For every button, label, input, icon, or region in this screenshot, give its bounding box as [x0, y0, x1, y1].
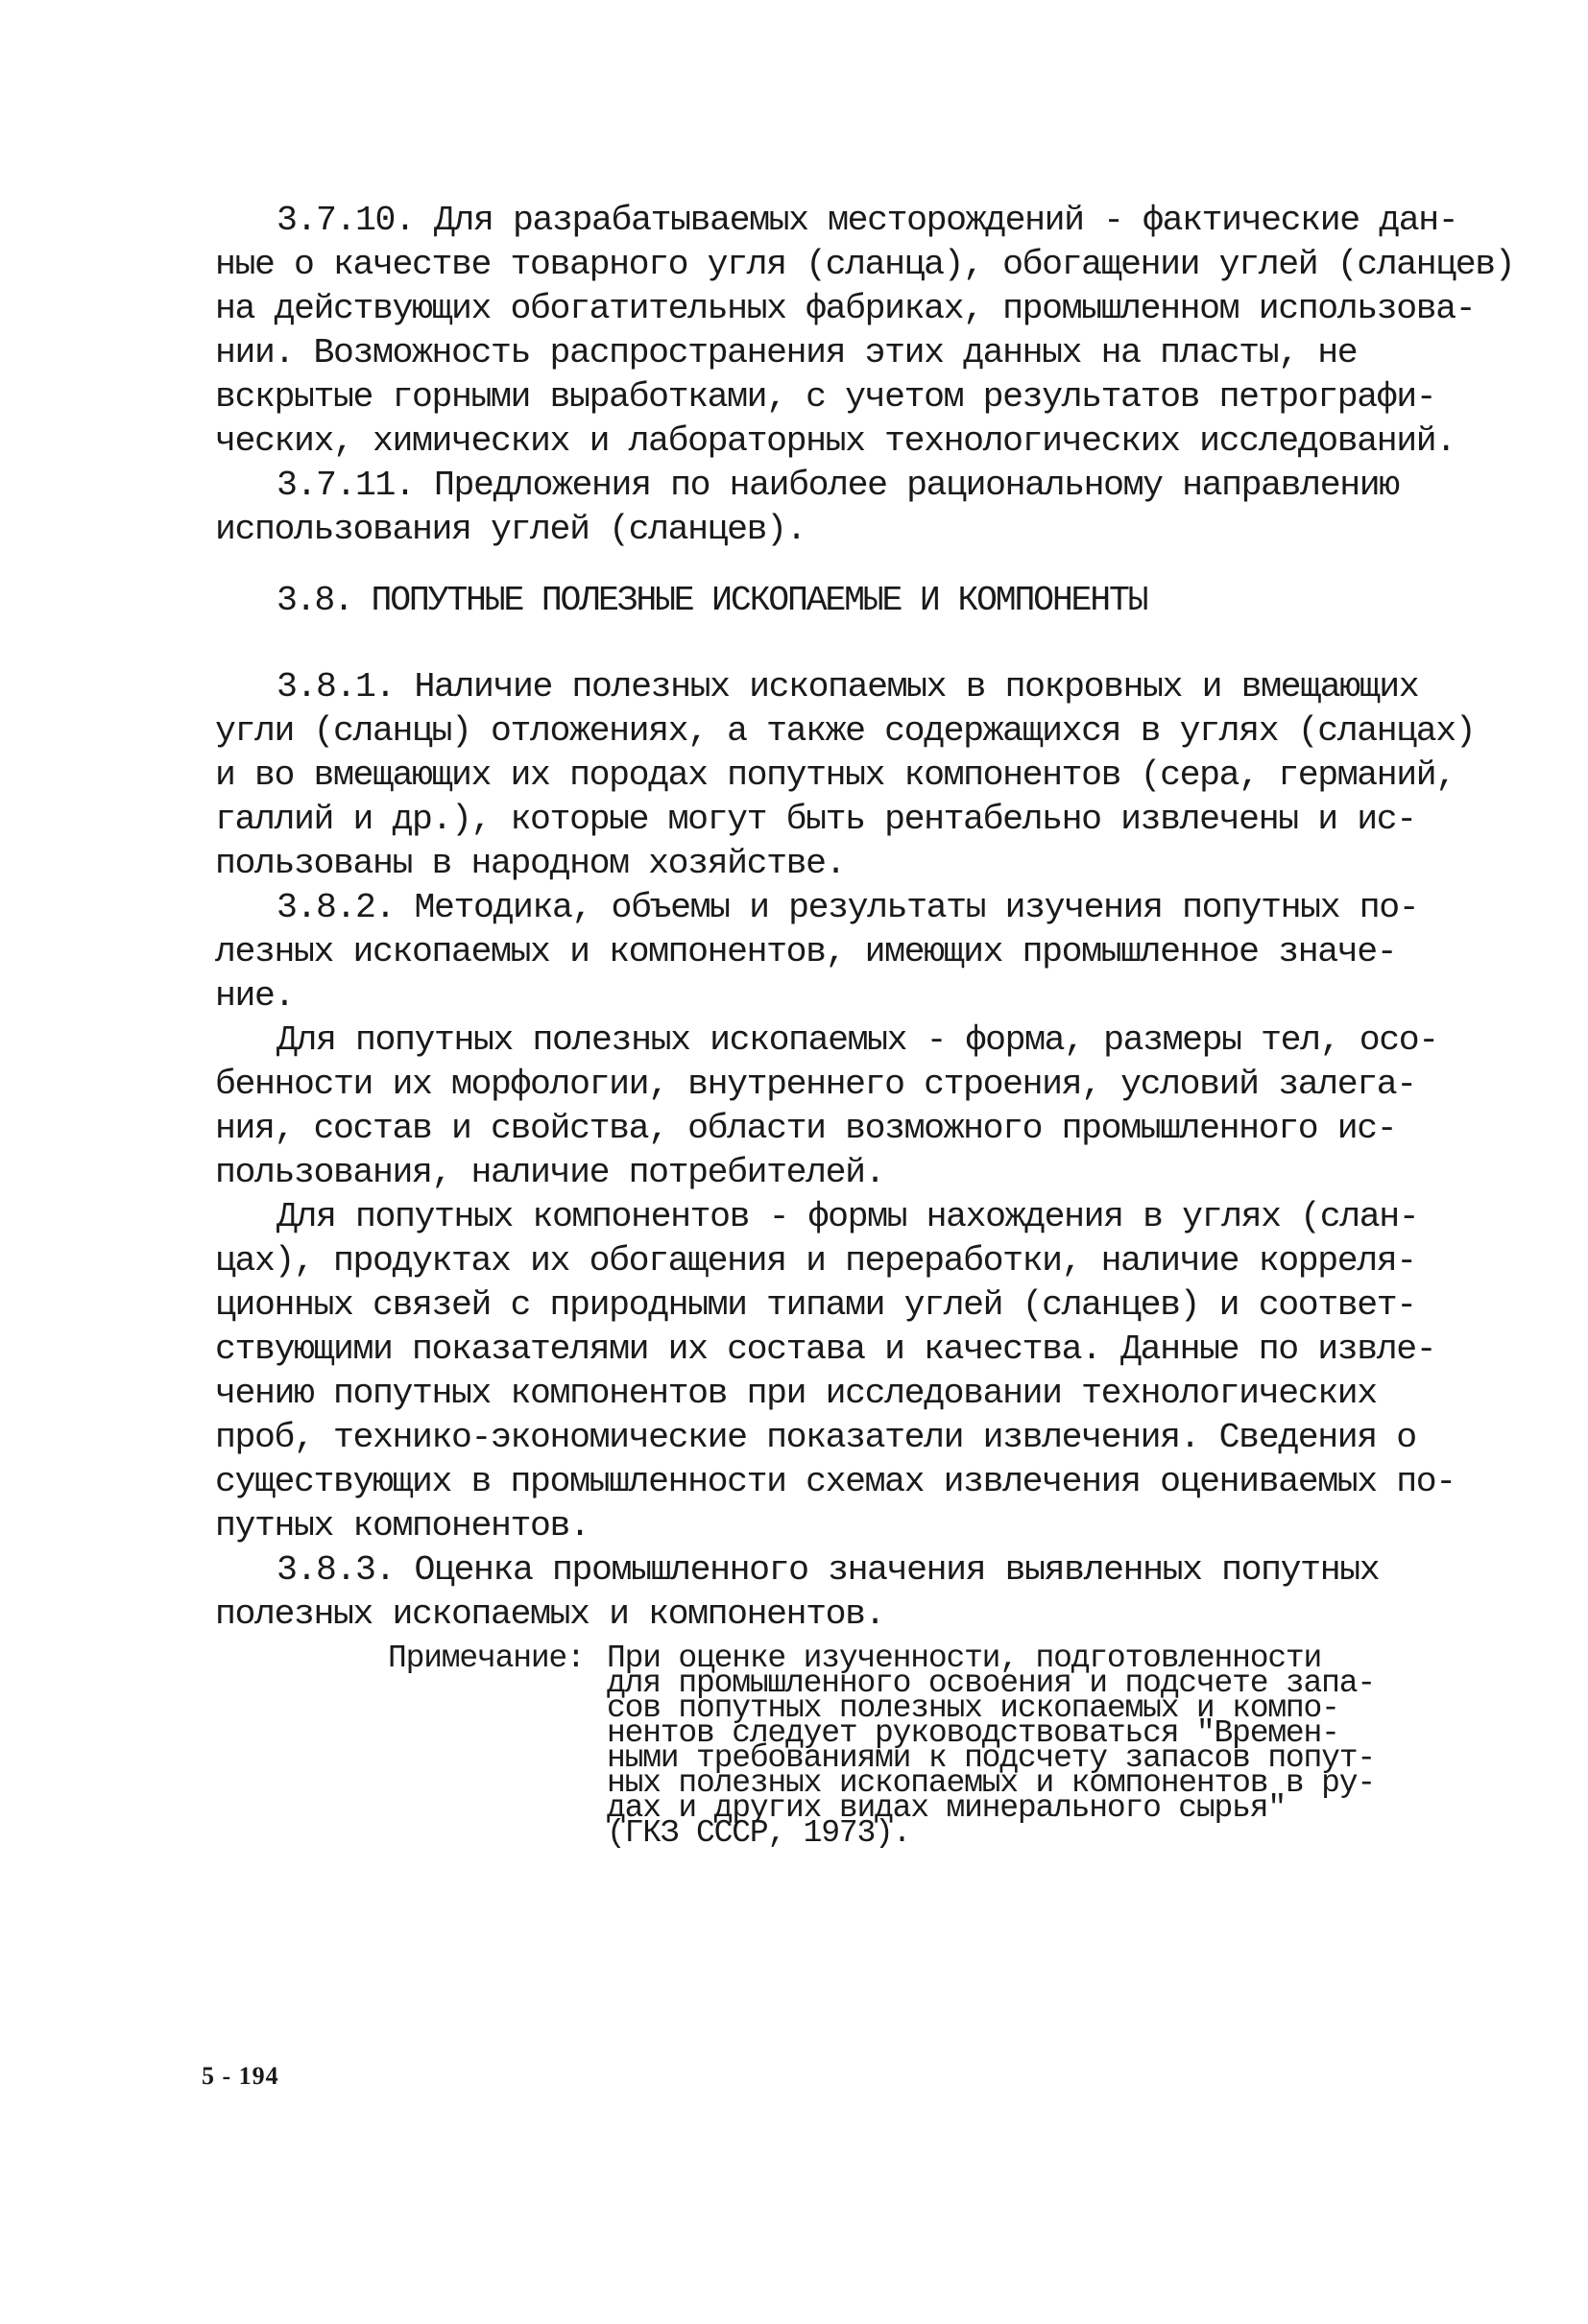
text-line: полезных ископаемых и компонентов.: [215, 1594, 885, 1634]
text-line: использования углей (сланцев).: [215, 510, 806, 549]
text-line: ствующими показателями их состава и качества. Данные по извле-: [215, 1330, 1436, 1369]
text-line: пользования, наличие потребителей.: [215, 1153, 885, 1192]
text-line: нии. Возможность распространения этих данных на пласты, не: [215, 333, 1358, 372]
text-line: цах), продуктах их обогащения и переработки, наличие корреля-: [215, 1241, 1416, 1281]
note-line: сов попутных полезных ископаемых и компо-: [607, 1690, 1339, 1726]
text-line: лезных ископаемых и компонентов, имеющих промышленное значе-: [215, 932, 1397, 971]
text-line: ционных связей с природными типами углей (сланцев) и соответ-: [215, 1285, 1416, 1325]
text-line: 3.8.1. Наличие полезных ископаемых в покровных и вмещающих: [277, 667, 1419, 707]
note-line: дах и других видах минерального сырья": [607, 1790, 1286, 1826]
text-line: галлий и др.), которые могут быть рентабельно извлечены и ис-: [215, 800, 1416, 839]
note-line: ными требованиями к подсчету запасов попут-: [607, 1740, 1375, 1776]
text-line: вскрытые горными выработками, с учетом результатов петрографи-: [215, 377, 1436, 417]
text-line: пользованы в народном хозяйстве.: [215, 844, 846, 883]
note-line: (ГКЗ СССР, 1973).: [607, 1815, 911, 1851]
text-line: существующих в промышленности схемах извлечения оцениваемых по-: [215, 1462, 1456, 1501]
note-line: нентов следует руководствоваться "Времен-: [607, 1715, 1339, 1751]
text-line: и во вмещающих их породах попутных компонентов (сера, германий,: [215, 755, 1456, 795]
text-line: Для попутных полезных ископаемых - форма, размеры тел, осо-: [277, 1020, 1438, 1060]
page-code: 5 - 194: [202, 2062, 279, 2090]
text-line: Для попутных компонентов - формы нахождения в углях (слан-: [277, 1197, 1419, 1236]
text-line: путных компонентов.: [215, 1506, 589, 1545]
note-line: для промышленного освоения и подсчете запа-: [607, 1665, 1375, 1701]
text-line: 3.7.10. Для разрабатываемых месторождений - фактические дан-: [277, 201, 1458, 240]
note-line: При оценке изученности, подготовленности: [607, 1641, 1322, 1676]
text-line: угли (сланцы) отложениях, а также содержащихся в углях (сланцах): [215, 711, 1476, 751]
text-line: на действующих обогатительных фабриках, промышленном использова-: [215, 289, 1476, 328]
text-line: бенности их морфологии, внутреннего строения, условий залега-: [215, 1065, 1416, 1104]
text-line: проб, технико-экономические показатели извлечения. Сведения о: [215, 1418, 1416, 1457]
text-line: 3.7.11. Предложения по наиболее рациональному направлению: [277, 466, 1399, 505]
text-line: ния, состав и свойства, области возможного промышленного ис-: [215, 1109, 1397, 1148]
text-line: ние.: [215, 976, 295, 1016]
note-line: ных полезных ископаемых и компонентов в ру-: [607, 1765, 1375, 1801]
text-line: чению попутных компонентов при исследовании технологических: [215, 1374, 1377, 1413]
note-label: Примечание:: [388, 1641, 585, 1676]
text-line: ные о качестве товарного угля (сланца), обогащении углей (сланцев): [215, 245, 1515, 284]
section-heading: 3.8. ПОПУТНЫЕ ПОЛЕЗНЫЕ ИСКОПАЕМЫЕ И КОМПОНЕНТЫ: [277, 581, 1147, 620]
text-line: ческих, химических и лабораторных технологических исследований.: [215, 421, 1456, 461]
text-line: 3.8.2. Методика, объемы и результаты изучения попутных по-: [277, 888, 1419, 927]
text-line: 3.8.3. Оценка промышленного значения выявленных попутных: [277, 1550, 1380, 1590]
